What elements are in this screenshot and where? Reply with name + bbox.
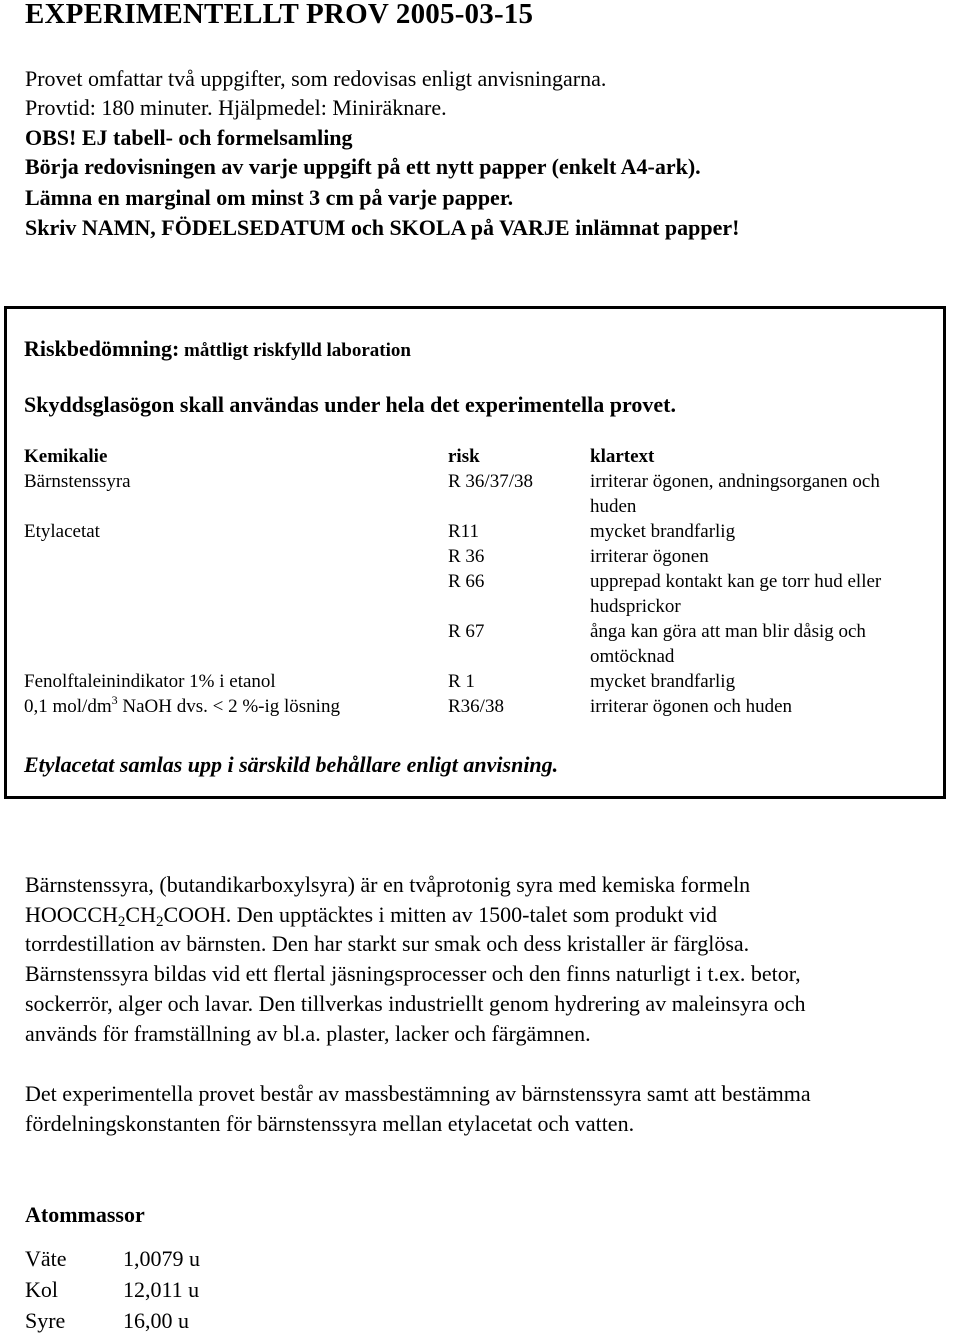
- chemical-name-part: 0,1 mol/dm: [24, 696, 112, 717]
- atom-value: 1,0079 u: [123, 1246, 200, 1271]
- paragraph-line: sockerrör, alger och lavar. Den tillverkas industriellt genom hydrering av maleinsyra och: [25, 991, 806, 1016]
- risk-code: R11: [448, 521, 479, 542]
- risk-text: irriterar ögonen: [590, 546, 709, 567]
- risk-text: hudsprickor: [590, 596, 681, 617]
- page-title: EXPERIMENTELLT PROV 2005-03-15: [25, 0, 534, 30]
- subscript: 2: [117, 914, 126, 930]
- risk-text: mycket brandfarlig: [590, 671, 736, 692]
- formula-part: HOOCCH: [25, 902, 118, 927]
- risk-text: irriterar ögonen, andningsorganen och: [590, 471, 880, 492]
- subscript: 2: [155, 914, 164, 930]
- intro-line: OBS! EJ tabell- och formelsamling: [25, 125, 353, 150]
- risk-code: R36/38: [448, 696, 504, 717]
- intro-line: Lämna en marginal om minst 3 cm på varje papper.: [25, 185, 514, 210]
- risk-text: omtöcknad: [590, 646, 675, 667]
- formula-part: CH: [125, 902, 156, 927]
- paragraph-line: [25, 900, 717, 930]
- risk-text: ånga kan göra att man blir dåsig och: [590, 621, 866, 642]
- chemical-name: Etylacetat: [24, 521, 100, 542]
- intro-line: Skriv NAMN, FÖDELSEDATUM och SKOLA på VARJE inlämnat papper!: [25, 215, 740, 240]
- risk-text: upprepad kontakt kan ge torr hud eller: [590, 571, 882, 592]
- risk-code: R 36: [448, 546, 485, 567]
- intro-line: Börja redovisningen av varje uppgift på ett nytt papper (enkelt A4-ark).: [25, 154, 701, 179]
- risk-label: Riskbedömning:: [24, 336, 180, 361]
- risk-text: mycket brandfarlig: [590, 521, 736, 542]
- chemical-name: Fenolftaleinindikator 1% i etanol: [24, 671, 276, 692]
- atom-name: Kol: [25, 1277, 58, 1302]
- atom-value: 12,011 u: [123, 1277, 200, 1302]
- risk-code: R 36/37/38: [448, 471, 533, 492]
- header-chemical: Kemikalie: [24, 446, 108, 467]
- risk-code: R 1: [448, 671, 475, 692]
- superscript: 3: [111, 693, 118, 707]
- chemical-name: Bärnstenssyra: [24, 471, 131, 492]
- atom-masses-heading: Atommassor: [25, 1202, 145, 1227]
- atom-name: Väte: [25, 1246, 67, 1271]
- goggles-notice: Skyddsglasögon skall användas under hela det experimentella provet.: [24, 392, 676, 417]
- formula-part: COOH. Den upptäcktes i mitten av 1500-talet som produkt vid: [163, 902, 718, 927]
- chemical-name: [24, 694, 340, 719]
- atom-name: Syre: [25, 1308, 66, 1333]
- paragraph-line: Det experimentella provet består av massbestämning av bärnstenssyra samt att bestämma: [25, 1081, 811, 1106]
- risk-text: irriterar ögonen och huden: [590, 696, 793, 717]
- chemical-name-part: NaOH dvs. < 2 %-ig lösning: [117, 696, 340, 717]
- disposal-note: Etylacetat samlas upp i särskild behållare enligt anvisning.: [24, 752, 559, 777]
- paragraph-line: Bärnstenssyra, (butandikarboxylsyra) är en tvåprotonig syra med kemiska formeln: [25, 872, 751, 897]
- risk-text: huden: [590, 496, 637, 517]
- header-text: klartext: [590, 446, 655, 467]
- intro-line: Provtid: 180 minuter. Hjälpmedel: Miniräknare.: [25, 95, 447, 120]
- intro-line: Provet omfattar två uppgifter, som redovisas enligt anvisningarna.: [25, 66, 607, 91]
- paragraph-line: torrdestillation av bärnsten. Den har starkt sur smak och dess kristaller är färglösa.: [25, 931, 750, 956]
- risk-assessment: [24, 334, 411, 366]
- paragraph-line: fördelningskonstanten för bärnstenssyra mellan etylacetat och vatten.: [25, 1111, 635, 1136]
- atom-value: 16,00 u: [123, 1308, 189, 1333]
- risk-code: R 66: [448, 571, 485, 592]
- paragraph-line: Bärnstenssyra bildas vid ett flertal jäsningsprocesser och den finns naturligt i t.ex. betor,: [25, 961, 801, 986]
- risk-code: R 67: [448, 621, 485, 642]
- paragraph-line: används för framställning av bl.a. plaster, lacker och färgämnen.: [25, 1021, 591, 1046]
- risk-value: måttligt riskfylld laboration: [179, 340, 411, 361]
- header-risk: risk: [448, 446, 480, 467]
